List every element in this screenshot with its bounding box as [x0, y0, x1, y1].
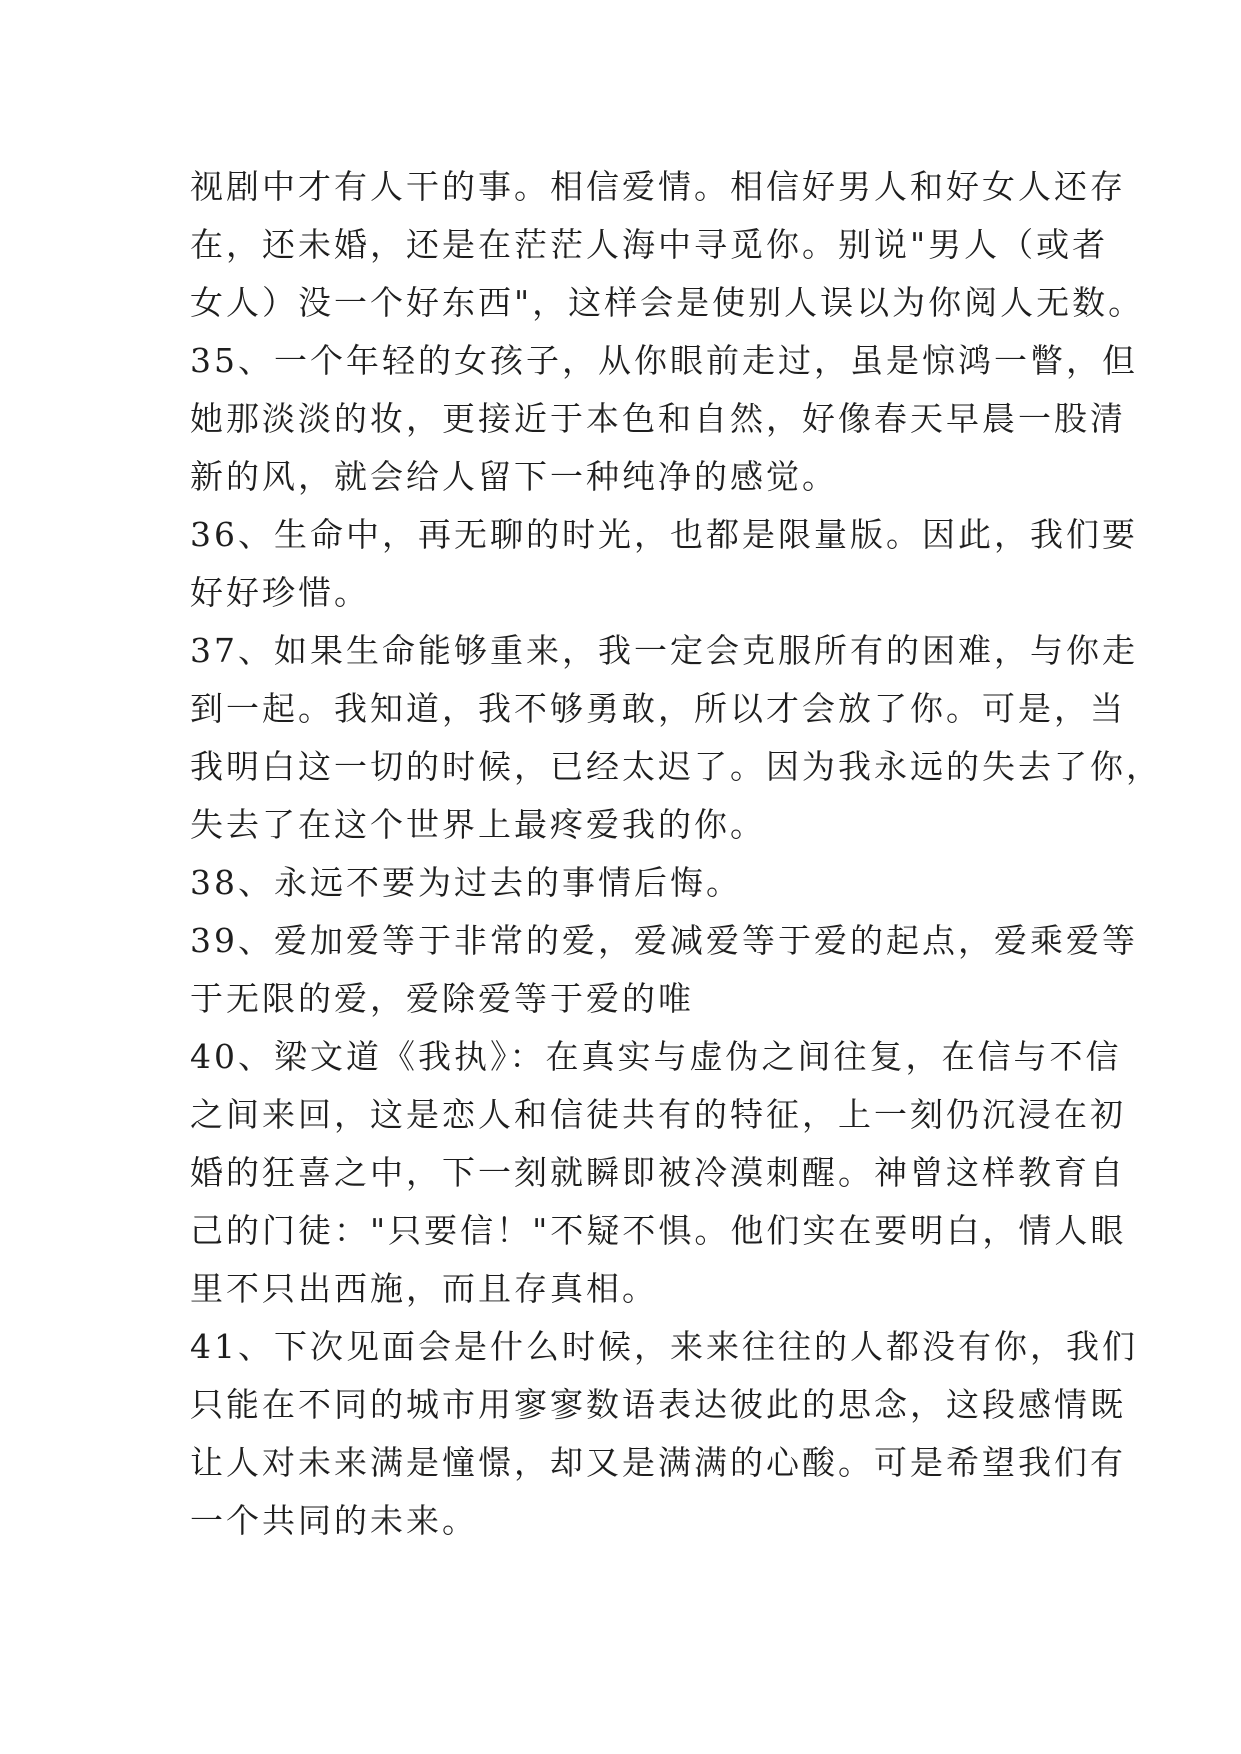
text-line: 女人）没一个好东西"，这样会是使别人误以为你阅人无数。 — [190, 283, 1145, 322]
text-line: 36、生命中，再无聊的时光，也都是限量版。因此，我们要 — [190, 515, 1138, 554]
text-line: 让人对未来满是憧憬，却又是满满的心酸。可是希望我们有 — [190, 1443, 1126, 1482]
text-line: 她那淡淡的妆，更接近于本色和自然，好像春天早晨一股清 — [190, 399, 1126, 438]
text-line: 35、一个年轻的女孩子，从你眼前走过，虽是惊鸿一瞥，但 — [190, 341, 1138, 380]
text-line: 只能在不同的城市用寥寥数语表达彼此的思念，这段感情既 — [190, 1385, 1126, 1424]
text-line: 一个共同的未来。 — [190, 1501, 478, 1540]
text-line: 新的风，就会给人留下一种纯净的感觉。 — [190, 457, 838, 496]
body-text — [190, 158, 1162, 1550]
text-line: 之间来回，这是恋人和信徒共有的特征，上一刻仍沉浸在初 — [190, 1095, 1126, 1134]
text-line: 到一起。我知道，我不够勇敢，所以才会放了你。可是，当 — [190, 689, 1126, 728]
text-line: 41、下次见面会是什么时候，来来往往的人都没有你，我们 — [190, 1327, 1138, 1366]
text-line: 39、爱加爱等于非常的爱，爱减爱等于爱的起点，爱乘爱等 — [190, 921, 1138, 960]
text-line: 婚的狂喜之中，下一刻就瞬即被冷漠刺醒。神曾这样教育自 — [190, 1153, 1126, 1192]
text-line: 视剧中才有人干的事。相信爱情。相信好男人和好女人还存 — [190, 167, 1126, 206]
text-line: 40、梁文道《我执》：在真实与虚伪之间往复，在信与不信 — [190, 1037, 1122, 1076]
text-line: 38、永远不要为过去的事情后悔。 — [190, 863, 742, 902]
text-line: 好好珍惜。 — [190, 573, 370, 612]
text-line: 我明白这一切的时候，已经太迟了。因为我永远的失去了你， — [190, 747, 1162, 786]
text-line: 37、如果生命能够重来，我一定会克服所有的困难，与你走 — [190, 631, 1138, 670]
text-line: 里不只出西施，而且存真相。 — [190, 1269, 658, 1308]
text-line: 于无限的爱，爱除爱等于爱的唯 — [190, 979, 694, 1018]
text-line: 失去了在这个世界上最疼爱我的你。 — [190, 805, 766, 844]
text-line: 在，还未婚，还是在茫茫人海中寻觅你。别说"男人（或者 — [190, 225, 1109, 264]
text-line: 己的门徒："只要信！"不疑不惧。他们实在要明白，情人眼 — [190, 1211, 1127, 1250]
